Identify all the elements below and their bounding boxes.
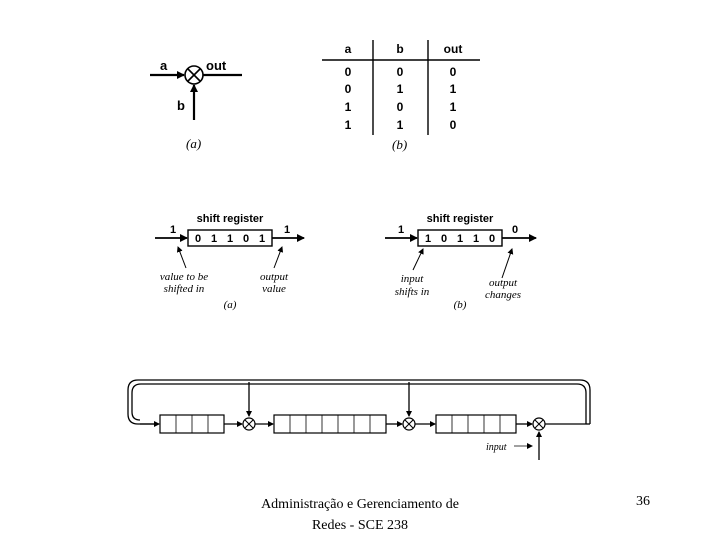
shift-register-b: [385, 213, 536, 311]
table-cell: 1: [344, 118, 352, 132]
note-out-line1: output: [259, 271, 289, 283]
register-bit: 1: [424, 233, 432, 245]
note-out-line2: changes: [484, 289, 522, 301]
table-cell: 0: [396, 100, 404, 114]
note-in-line1: input: [400, 273, 424, 285]
shift-in-value: 1: [170, 224, 177, 236]
shift-out-value: 1: [284, 224, 291, 236]
shift-in-value: 1: [398, 224, 405, 236]
footer-line2: Redes - SCE 238: [311, 518, 409, 533]
output-label: out: [206, 58, 227, 73]
note-in-line1: value to be: [159, 271, 209, 283]
note-out-line2: value: [262, 283, 286, 295]
register-bit: 0: [194, 233, 202, 245]
footer-line1: Administração e Gerenciamento de: [261, 497, 459, 512]
shift-register-title: shift register: [196, 213, 264, 225]
caption-b: (b): [392, 137, 408, 152]
table-cell: 0: [449, 118, 457, 132]
input-a-label: a: [160, 58, 168, 73]
table-header-a: a: [344, 42, 352, 56]
table-cell: 1: [449, 100, 457, 114]
table-cell: 0: [344, 82, 352, 96]
register-bit: 0: [488, 233, 496, 245]
caption-shift-a: (a): [223, 299, 237, 311]
page-number: 36: [636, 494, 650, 509]
slide-footer: [230, 494, 490, 536]
register-bit: 0: [440, 233, 448, 245]
feedback-register-chain: [128, 380, 590, 460]
note-out-line1: output: [488, 277, 518, 289]
table-header-b: b: [396, 42, 404, 56]
register-bit: 1: [472, 233, 480, 245]
input-b-label: b: [177, 98, 185, 113]
note-in-line2: shifts in: [394, 286, 430, 298]
caption-shift-b: (b): [453, 299, 467, 311]
table-cell: 0: [396, 65, 404, 79]
table-cell: 0: [449, 65, 457, 79]
register-bit: 0: [242, 233, 250, 245]
register-bit: 1: [258, 233, 266, 245]
truth-table: [322, 40, 480, 152]
table-cell: 1: [449, 82, 457, 96]
xor-gate-figure: [150, 58, 242, 151]
register-bit: 1: [226, 233, 234, 245]
note-in-line2: shifted in: [163, 283, 205, 295]
table-cell: 1: [396, 118, 404, 132]
shift-out-value: 0: [512, 224, 519, 236]
input-label: input: [486, 442, 507, 453]
table-cell: 0: [344, 65, 352, 79]
table-header-out: out: [443, 42, 463, 56]
caption-a: (a): [186, 136, 202, 151]
table-cell: 1: [396, 82, 404, 96]
table-cell: 1: [344, 100, 352, 114]
register-bit: 1: [210, 233, 218, 245]
register-box: [274, 415, 386, 433]
shift-register-title: shift register: [426, 213, 494, 225]
register-box: [436, 415, 516, 433]
register-bit: 1: [456, 233, 464, 245]
shift-register-a: [155, 213, 304, 311]
